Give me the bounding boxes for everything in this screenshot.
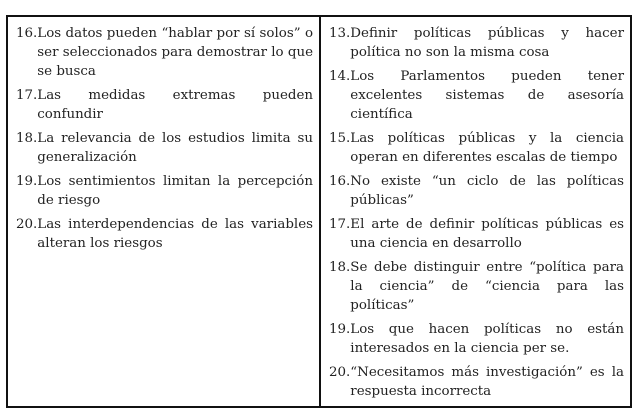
item-number: 20. bbox=[329, 365, 351, 380]
item-number: 18. bbox=[329, 260, 351, 275]
list-item bbox=[329, 172, 624, 210]
list-item bbox=[16, 215, 313, 253]
item-text: Los sentimientos limitan la percepción de riesgo bbox=[37, 174, 313, 208]
item-text: Las interdependencias de las variables alteran los riesgos bbox=[37, 217, 313, 251]
item-text: La relevancia de los estudios limita su generalización bbox=[37, 131, 313, 165]
item-text: “Necesitamos más investigación” es la respuesta incorrecta bbox=[350, 365, 624, 399]
two-column-table bbox=[6, 15, 632, 408]
item-number: 20. bbox=[16, 217, 38, 232]
item-number: 19. bbox=[329, 322, 351, 337]
item-text: No existe “un ciclo de las políticas públicas” bbox=[350, 174, 624, 208]
list-item bbox=[329, 129, 624, 167]
right-column bbox=[321, 17, 630, 406]
item-text: Los que hacen políticas no están interesados en la ciencia per se. bbox=[350, 322, 624, 356]
item-text: Las políticas públicas y la ciencia operan en diferentes escalas de tiempo bbox=[350, 131, 624, 165]
item-number: 16. bbox=[16, 26, 38, 41]
list-item bbox=[16, 86, 313, 124]
item-text: Los Parlamentos pueden tener excelentes sistemas de asesoría científica bbox=[350, 69, 624, 122]
list-item bbox=[329, 363, 624, 401]
item-text: Los datos pueden “hablar por sí solos” o ser seleccionados para demostrar lo que se busca bbox=[37, 26, 313, 79]
list-item bbox=[329, 258, 624, 315]
list-item bbox=[16, 129, 313, 167]
item-text: Las medidas extremas pueden confundir bbox=[37, 88, 313, 122]
item-text: Definir políticas públicas y hacer política no son la misma cosa bbox=[350, 26, 624, 60]
item-text: El arte de definir políticas públicas es una ciencia en desarrollo bbox=[350, 217, 624, 251]
item-number: 19. bbox=[16, 174, 38, 189]
list-item bbox=[329, 24, 624, 62]
item-number: 18. bbox=[16, 131, 38, 146]
item-number: 14. bbox=[329, 69, 351, 84]
item-number: 13. bbox=[329, 26, 351, 41]
left-column bbox=[8, 17, 321, 406]
item-number: 17. bbox=[329, 217, 351, 232]
item-number: 17. bbox=[16, 88, 38, 103]
list-item bbox=[16, 172, 313, 210]
item-text: Se debe distinguir entre “política para la ciencia” de “ciencia para las políticas” bbox=[350, 260, 624, 313]
list-item bbox=[16, 24, 313, 81]
item-number: 16. bbox=[329, 174, 351, 189]
list-item bbox=[329, 215, 624, 253]
item-number: 15. bbox=[329, 131, 351, 146]
list-item bbox=[329, 67, 624, 124]
list-item bbox=[329, 320, 624, 358]
